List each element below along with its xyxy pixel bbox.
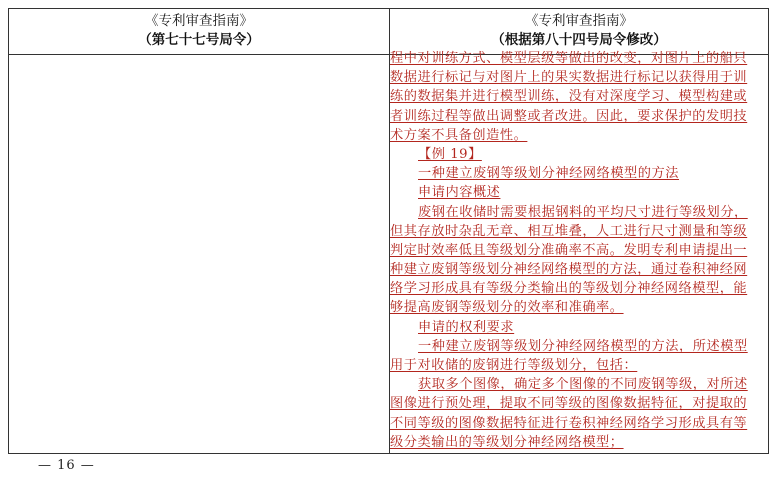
text-line: 程中对训练方式、模型层级等做出的改变，对图片上的船只: [390, 51, 748, 66]
header-amended-guideline: [390, 12, 768, 54]
section-heading: 申请内容概述: [418, 185, 501, 201]
text-line: 练的数据集并进行模型训练，没有对深度学习、模型构建或: [390, 89, 748, 105]
text-line: 够提高废钢等级划分的效率和准确率。: [390, 300, 624, 316]
text-line: 获取多个图像，确定多个图像的不同废钢等级，对所述: [418, 377, 748, 393]
text-line: 用于对收储的废钢进行等级划分，包括：: [390, 358, 638, 373]
page-number: — 16 —: [38, 458, 95, 473]
text-line: 废钢在收储时需要根据钢料的平均尺寸进行等级划分，: [418, 204, 748, 220]
text-line: 但其存放时杂乱无章、相互堆叠，人工进行尺寸测量和等级: [390, 223, 748, 239]
header-original-guideline: [9, 12, 389, 54]
text-line: 者训练过程等做出调整或者改进。因此，要求保护的发明技: [390, 108, 748, 124]
text-line: 不同等级的图像数据特征进行卷积神经网络学习形成具有等: [390, 415, 748, 431]
text-line: 判定时效率低且等级划分准确率不高。发明专利申请提出一: [390, 242, 748, 258]
section-heading: 申请的权利要求: [418, 319, 515, 335]
header-left-title: 《专利审查指南》: [145, 13, 253, 29]
example-heading: 【例 19】: [418, 146, 482, 162]
amended-text-column: [390, 49, 758, 452]
text-line: 级分类输出的等级划分神经网络模型；: [390, 434, 624, 450]
text-line: 种建立废钢等级划分神经网络模型的方法，通过卷积神经网: [390, 262, 748, 278]
text-line: 络学习形成具有等级分类输出的等级划分神经网络模型，能: [390, 281, 748, 297]
header-left-subtitle: （第七十七号局令）: [138, 32, 260, 48]
text-line: 一种建立废钢等级划分神经网络模型的方法，所述模型: [418, 338, 748, 354]
text-line: 数据进行标记与对图片上的果实数据进行标记以获得用于训: [390, 70, 748, 86]
text-line: 图像进行预处理，提取不同等级的图像数据特征，对提取的: [390, 396, 748, 412]
header-right-title: 《专利审查指南》: [525, 13, 633, 29]
header-right-subtitle: （根据第八十四号局令修改）: [491, 32, 667, 48]
text-line: 术方案不具备创造性。: [390, 127, 528, 143]
example-title: 一种建立废钢等级划分神经网络模型的方法: [418, 166, 680, 182]
